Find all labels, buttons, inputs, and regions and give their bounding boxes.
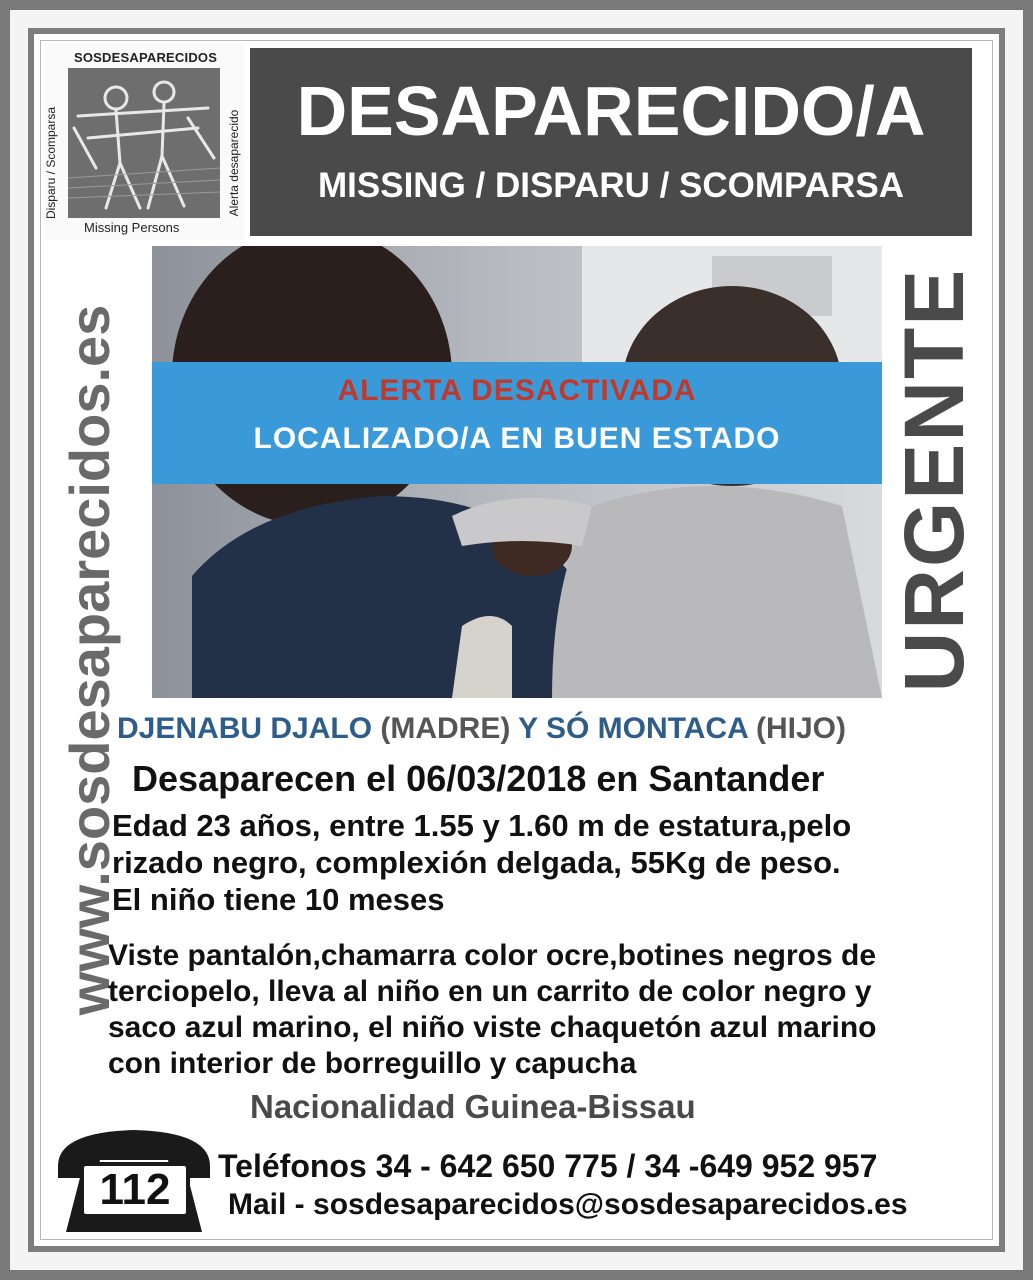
role-son: (HIJO) — [755, 712, 846, 745]
alert-banner — [152, 362, 882, 484]
missing-names — [117, 712, 977, 746]
clothing-line: terciopelo, lleva al niño en un carrito de color negro y — [108, 975, 872, 1008]
contact-phones: Teléfonos 34 - 642 650 775 / 34 -649 952 957 — [218, 1148, 878, 1184]
urgente-text: URGENTE — [887, 267, 981, 693]
alert-deactivated-text: ALERTA DESACTIVADA — [337, 374, 697, 407]
logo-figures-icon — [68, 68, 220, 218]
names-connector: Y — [518, 712, 538, 745]
clothing-line: saco azul marino, el niño viste chaquetón azul marino — [108, 1011, 877, 1044]
name-son: SÓ MONTACA — [545, 712, 748, 745]
site-url-text: www.sosdesaparecidos.es — [58, 304, 121, 1016]
role-mother: (MADRE) — [380, 712, 511, 745]
physical-description — [112, 807, 972, 918]
logo-left-text: Disparu / Scomparsa — [44, 106, 58, 220]
header-banner — [250, 48, 972, 236]
header-title: DESAPARECIDO/A — [296, 72, 926, 150]
clothing-line: con interior de borreguillo y capucha — [108, 1047, 637, 1080]
logo-bottom-text: Missing Persons — [84, 220, 180, 235]
contact-mail: Mail - sosdesaparecidos@sosdesaparecidos.es — [228, 1188, 908, 1221]
alert-found-text: LOCALIZADO/A EN BUEN ESTADO — [253, 422, 781, 455]
clothing-line: Viste pantalón,chamarra color ocre,botines negros de — [108, 939, 877, 972]
emergency-number: 112 — [80, 1162, 190, 1218]
description-line: rizado negro, complexión delgada, 55Kg de peso. — [112, 845, 841, 880]
logo-top-text: SOSDESAPARECIDOS — [74, 50, 218, 65]
sosdesaparecidos-logo — [44, 44, 244, 240]
logo-right-text: Alerta desaparecido — [227, 109, 241, 217]
description-line: Edad 23 años, entre 1.55 y 1.60 m de estatura,pelo — [112, 808, 852, 843]
nationality: Nacionalidad Guinea-Bissau — [250, 1088, 696, 1125]
disappearance-date: Desaparecen el 06/03/2018 en Santander — [132, 758, 825, 799]
clothing-description — [108, 938, 978, 1082]
description-line: El niño tiene 10 meses — [112, 882, 445, 917]
name-mother: DJENABU DJALO — [117, 712, 373, 745]
header-subtitle: MISSING / DISPARU / SCOMPARSA — [318, 166, 904, 205]
